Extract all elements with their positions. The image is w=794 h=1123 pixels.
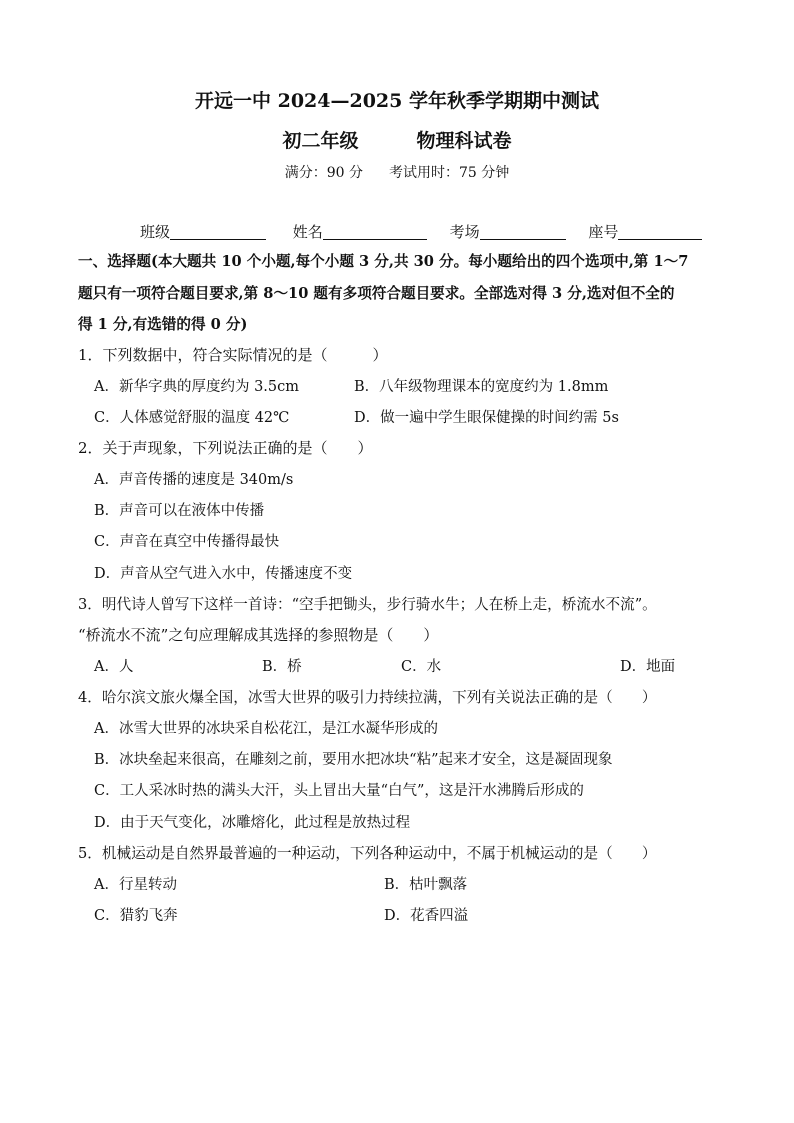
exam-subtitle bbox=[0, 126, 794, 153]
name-label: 姓名 bbox=[292, 223, 323, 241]
section-instructions-line3: 得 1 分,有选错的得 0 分) bbox=[78, 316, 248, 333]
question-3-option-c[interactable]: C．水 bbox=[401, 659, 442, 675]
student-info-row bbox=[140, 221, 702, 242]
question-2-stem: 2．关于声现象，下列说法正确的是（ ） bbox=[78, 439, 373, 457]
question-3-option-b[interactable]: B．桥 bbox=[262, 659, 302, 675]
question-1-option-d[interactable]: D．做一遍中学生眼保健操的时间约需 5s bbox=[354, 410, 619, 426]
question-5-option-c[interactable]: C．猎豹飞奔 bbox=[94, 908, 178, 924]
question-2-option-b[interactable]: B．声音可以在液体中传播 bbox=[94, 503, 265, 519]
full-score: 满分：90 分 bbox=[284, 165, 363, 181]
exam-duration: 考试用时：75 分钟 bbox=[389, 165, 510, 181]
question-3-option-a[interactable]: A．人 bbox=[94, 659, 134, 675]
exam-title: 开远一中 2024—2025 学年秋季学期期中测试 bbox=[195, 90, 599, 112]
question-5-stem: 5．机械运动是自然界最普遍的一种运动，下列各种运动中，不属于机械运动的是（ ） bbox=[78, 845, 657, 862]
question-4-option-a[interactable]: A．冰雪大世界的冰块采自松花江，是江水凝华形成的 bbox=[94, 721, 438, 737]
room-label: 考场 bbox=[449, 223, 480, 241]
question-4-option-c[interactable]: C．工人采冰时热的满头大汗，头上冒出大量“白气”，这是汗水沸腾后形成的 bbox=[94, 783, 584, 799]
subject-label: 物理科试卷 bbox=[416, 130, 512, 152]
question-2-option-c[interactable]: C．声音在真空中传播得最快 bbox=[94, 534, 280, 550]
question-4-stem: 4．哈尔滨文旅火爆全国，冰雪大世界的吸引力持续拉满，下列有关说法正确的是（ ） bbox=[78, 689, 657, 706]
room-blank[interactable] bbox=[480, 224, 566, 240]
exam-meta bbox=[0, 162, 794, 182]
question-5-option-d[interactable]: D．花香四溢 bbox=[384, 908, 469, 924]
question-2-option-a[interactable]: A．声音传播的速度是 340m/s bbox=[94, 472, 294, 488]
class-blank[interactable] bbox=[170, 224, 266, 240]
seat-blank[interactable] bbox=[618, 224, 702, 240]
question-1-stem: 1．下列数据中，符合实际情况的是（ ） bbox=[78, 346, 388, 364]
question-3-stem-line1: 3．明代诗人曾写下这样一首诗：“空手把锄头，步行骑水牛；人在桥上走，桥流水不流”。 bbox=[78, 596, 657, 613]
question-5-option-b[interactable]: B．枯叶飘落 bbox=[384, 877, 468, 893]
section-instructions-line1: 一、选择题(本大题共 10 个小题,每个小题 3 分,共 30 分。每小题给出的四个选项中,第 1～7 bbox=[78, 253, 689, 270]
class-label: 班级 bbox=[140, 223, 171, 241]
seat-label: 座号 bbox=[588, 223, 619, 241]
question-4-option-d[interactable]: D．由于天气变化，冰雕熔化，此过程是放热过程 bbox=[94, 815, 411, 831]
name-blank[interactable] bbox=[323, 224, 427, 240]
question-3-stem-line2: “桥流水不流”之句应理解成其选择的参照物是（ ） bbox=[78, 626, 439, 644]
question-4-option-b[interactable]: B．冰块垒起来很高，在雕刻之前，要用水把冰块“粘”起来才安全，这是凝固现象 bbox=[94, 752, 613, 768]
section-instructions-line2: 题只有一项符合题目要求,第 8～10 题有多项符合题目要求。全部选对得 3 分,选对但不全的 bbox=[78, 285, 675, 302]
question-5-option-a[interactable]: A．行星转动 bbox=[94, 877, 177, 893]
question-1-option-b[interactable]: B．八年级物理课本的宽度约为 1.8mm bbox=[354, 379, 609, 395]
grade-label: 初二年级 bbox=[282, 130, 359, 152]
question-3-option-d[interactable]: D．地面 bbox=[620, 659, 676, 675]
question-2-option-d[interactable]: D．声音从空气进入水中，传播速度不变 bbox=[94, 566, 353, 582]
question-1-option-c[interactable]: C．人体感觉舒服的温度 42℃ bbox=[94, 410, 290, 426]
question-1-option-a[interactable]: A．新华字典的厚度约为 3.5cm bbox=[94, 379, 300, 395]
